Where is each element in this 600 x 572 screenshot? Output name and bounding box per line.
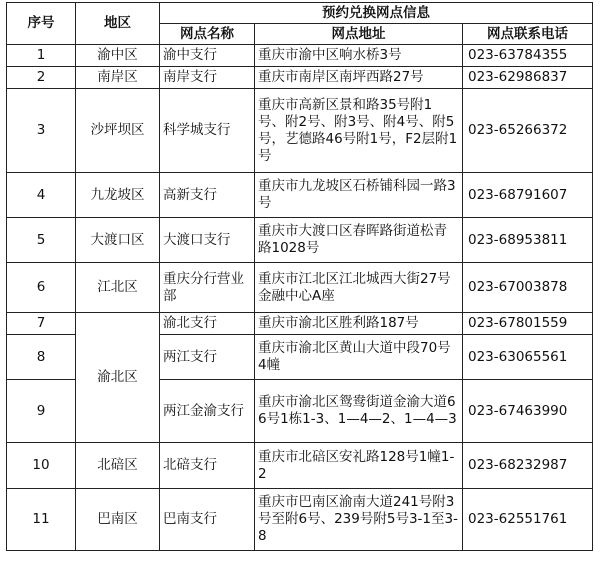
row-branch-name: 科学城支行: [160, 89, 255, 173]
table-row: [7, 443, 593, 489]
row-phone: 023-67003878: [463, 263, 593, 313]
row-region: 北碚区: [76, 443, 160, 489]
row-phone: 023-63065561: [463, 335, 593, 380]
row-region: 大渡口区: [76, 218, 160, 263]
row-address: 重庆市渝北区黄山大道中段70号4幢: [255, 335, 463, 380]
row-region: 南岸区: [76, 67, 160, 89]
header-row: [7, 3, 593, 24]
branch-info-table: [6, 2, 593, 551]
table-wrapper: [6, 2, 593, 551]
row-address: 重庆市北碚区安礼路128号1幢1-2: [255, 443, 463, 489]
header-index: 序号: [7, 3, 76, 45]
row-index: 2: [7, 67, 76, 89]
header-group: 预约兑换网点信息: [160, 3, 593, 24]
row-phone: 023-68953811: [463, 218, 593, 263]
row-branch-name: 高新支行: [160, 173, 255, 218]
row-index: 11: [7, 489, 76, 551]
row-region: 沙坪坝区: [76, 89, 160, 173]
row-phone: 023-68791607: [463, 173, 593, 218]
row-address: 重庆市九龙坡区石桥铺科园一路3号: [255, 173, 463, 218]
row-index: 4: [7, 173, 76, 218]
row-branch-name: 大渡口支行: [160, 218, 255, 263]
row-address: 重庆市高新区景和路35号附1号、附2号、附3号、附4号、附5号，艺德路46号附1号，F2层附1号: [255, 89, 463, 173]
row-region: 渝中区: [76, 45, 160, 67]
row-index: 5: [7, 218, 76, 263]
row-address: 重庆市巴南区渝南大道241号附3号至附6号、239号附5号3-1至3-8: [255, 489, 463, 551]
row-index: 8: [7, 335, 76, 380]
row-phone: 023-62986837: [463, 67, 593, 89]
table-row: [7, 218, 593, 263]
row-index: 10: [7, 443, 76, 489]
row-phone: 023-63784355: [463, 45, 593, 67]
row-address: 重庆市南岸区南坪西路27号: [255, 67, 463, 89]
row-phone: 023-67801559: [463, 313, 593, 335]
row-phone: 023-67463990: [463, 380, 593, 443]
header-phone: 网点联系电话: [463, 24, 593, 45]
row-phone: 023-68232987: [463, 443, 593, 489]
row-region: 渝北区: [76, 313, 160, 443]
row-phone: 023-62551761: [463, 489, 593, 551]
row-region: 江北区: [76, 263, 160, 313]
header-name: 网点名称: [160, 24, 255, 45]
table-row: [7, 89, 593, 173]
row-region: 九龙坡区: [76, 173, 160, 218]
row-index: 7: [7, 313, 76, 335]
header-region: 地区: [76, 3, 160, 45]
table-row: [7, 67, 593, 89]
row-index: 6: [7, 263, 76, 313]
row-address: 重庆市大渡口区春晖路街道松青路1028号: [255, 218, 463, 263]
row-address: 重庆市渝中区响水桥3号: [255, 45, 463, 67]
row-phone: 023-65266372: [463, 89, 593, 173]
header-address: 网点地址: [255, 24, 463, 45]
row-branch-name: 渝北支行: [160, 313, 255, 335]
row-branch-name: 两江金渝支行: [160, 380, 255, 443]
table-row: [7, 313, 593, 335]
row-index: 1: [7, 45, 76, 67]
table-row: [7, 173, 593, 218]
table-row: [7, 45, 593, 67]
row-branch-name: 巴南支行: [160, 489, 255, 551]
row-branch-name: 重庆分行营业部: [160, 263, 255, 313]
row-index: 9: [7, 380, 76, 443]
row-branch-name: 两江支行: [160, 335, 255, 380]
row-branch-name: 渝中支行: [160, 45, 255, 67]
row-address: 重庆市江北区江北城西大街27号金融中心A座: [255, 263, 463, 313]
row-region: 巴南区: [76, 489, 160, 551]
row-branch-name: 北碚支行: [160, 443, 255, 489]
table-row: [7, 489, 593, 551]
table-row: [7, 263, 593, 313]
row-branch-name: 南岸支行: [160, 67, 255, 89]
row-index: 3: [7, 89, 76, 173]
row-address: 重庆市渝北区胜利路187号: [255, 313, 463, 335]
row-address: 重庆市渝北区鸳鸯街道金渝大道66号1栋1-3、1—4—2、1—4—3: [255, 380, 463, 443]
